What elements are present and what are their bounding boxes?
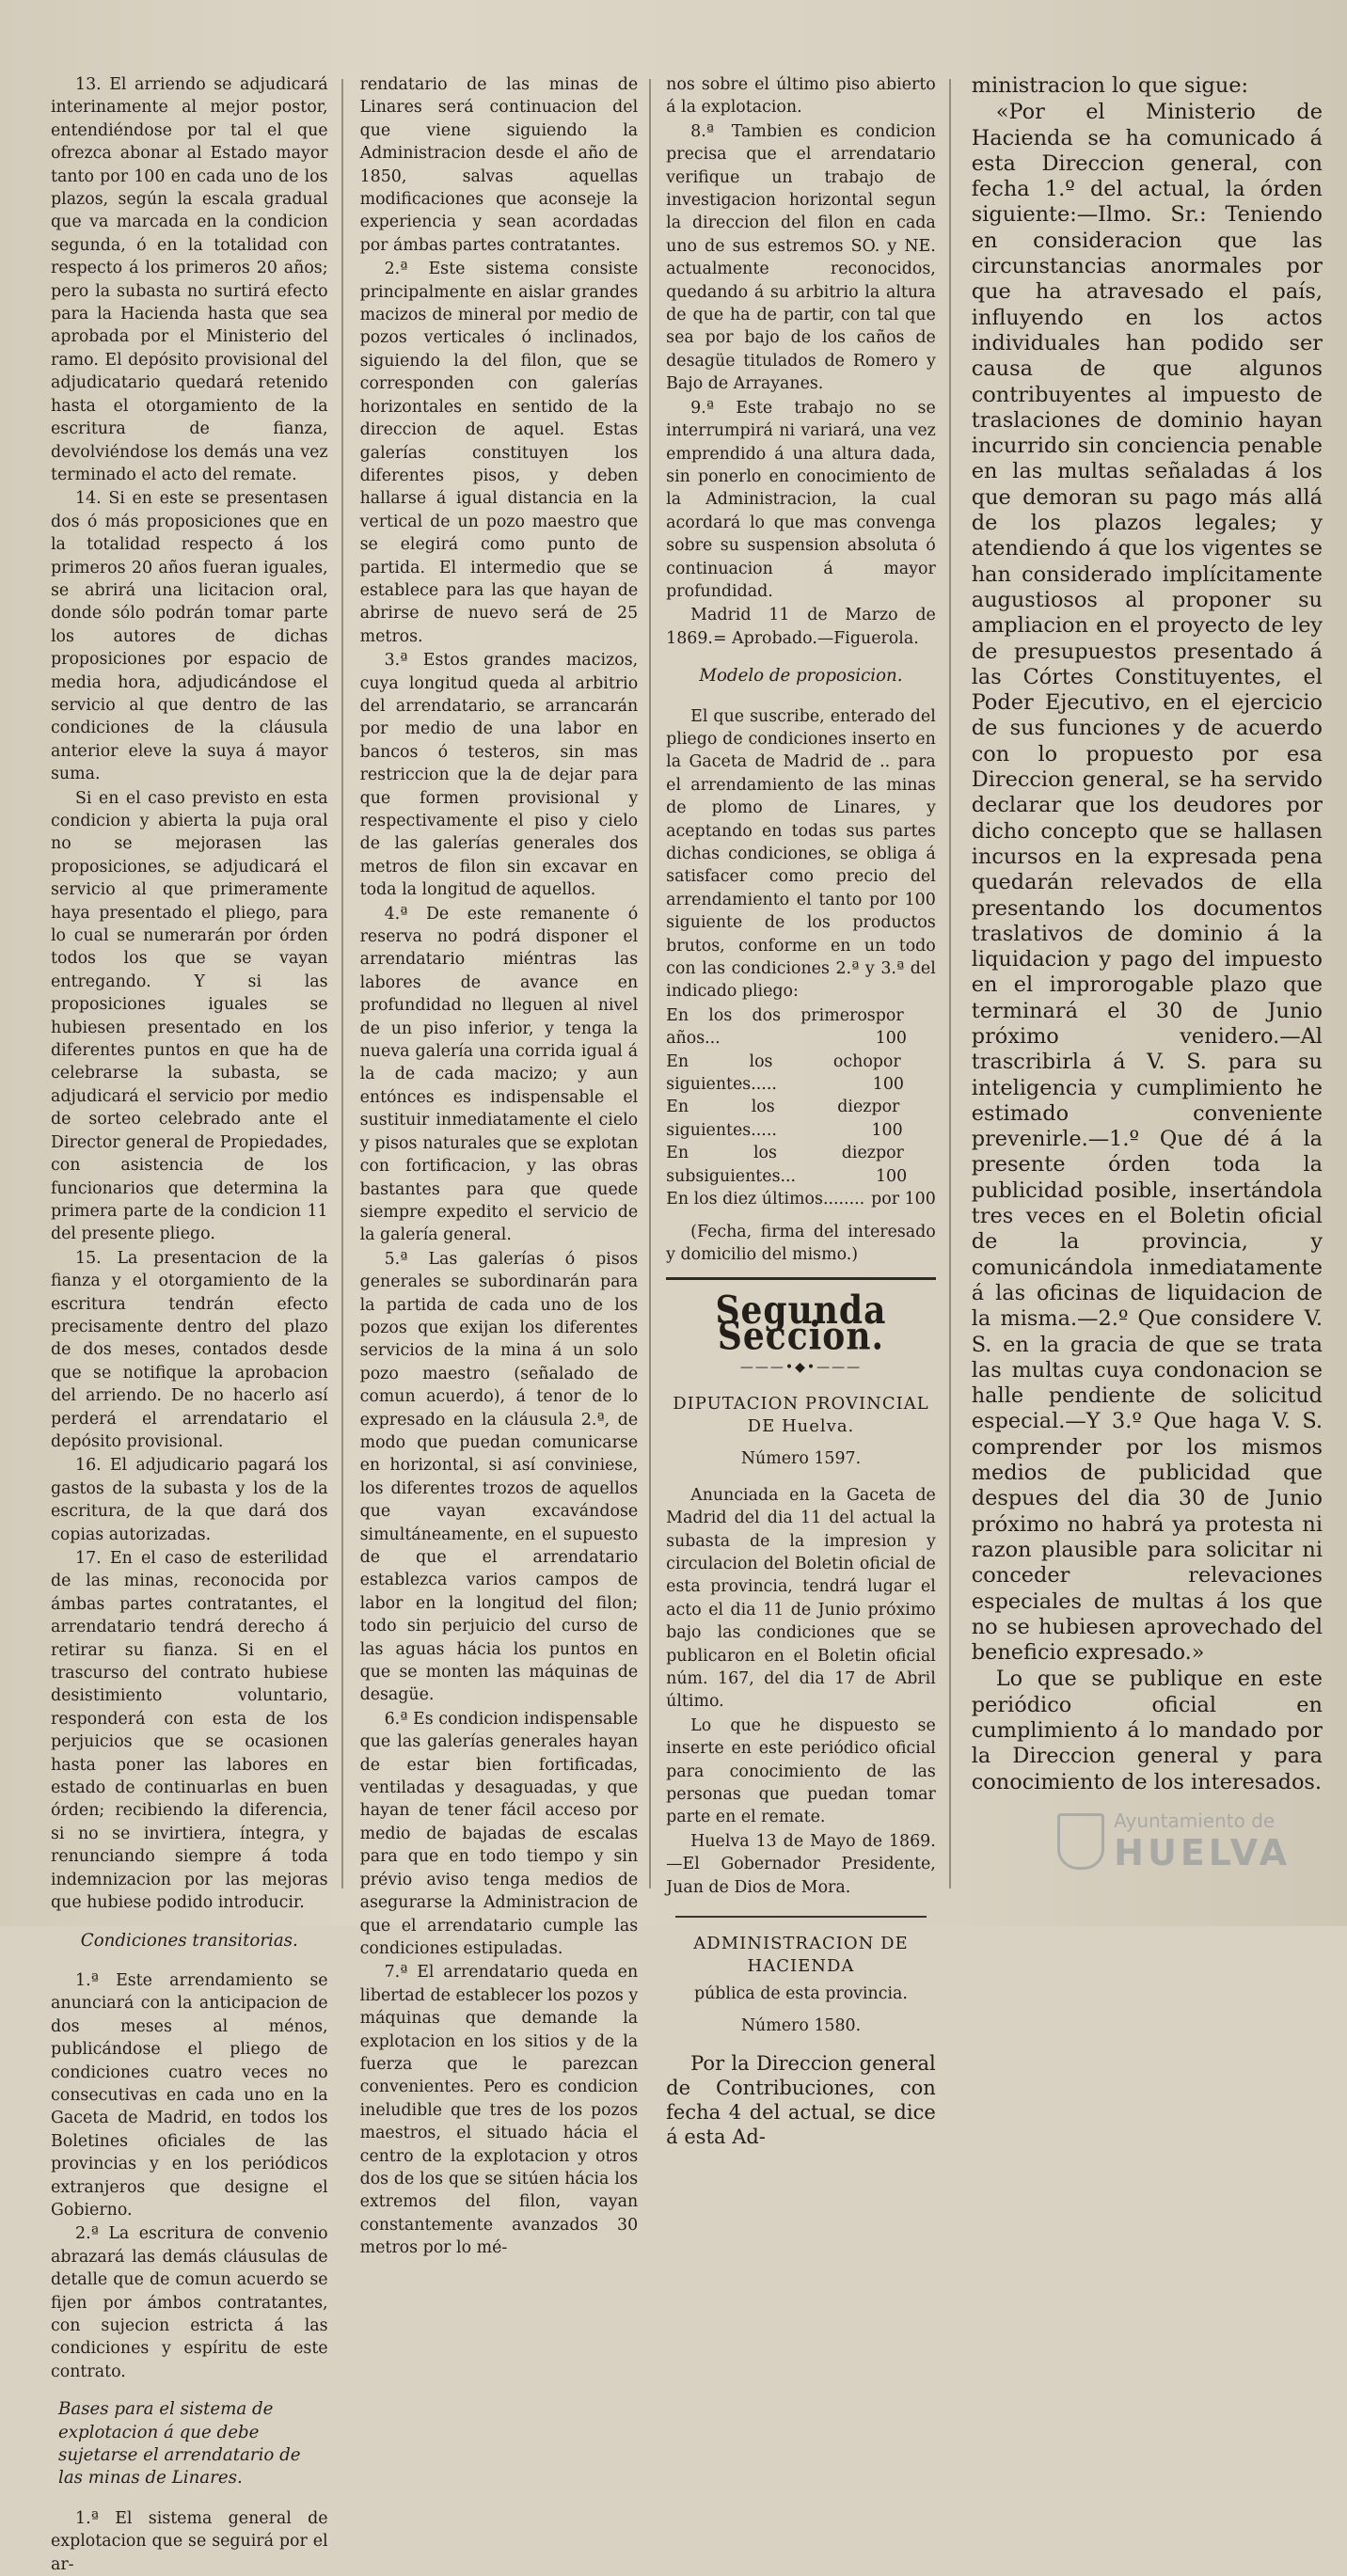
section-title: Segunda Seccion. — [715, 1288, 887, 1360]
watermark-line-2: HUELVA — [1114, 1832, 1291, 1873]
transitoria-1: 1.ª Este arrendamiento se anunciará con la anticipacion de dos meses al ménos, publicándose el pliego de condiciones cuatro veces no consecutivas en cada uno en la Gaceta de Madrid, en todos los Boletines oficiales de las provincias y en los periódicos extranjeros que designe el Gobierno. — [51, 1970, 328, 2220]
offer-row: En los diez siguientes..... por 100 — [666, 1098, 903, 1140]
condition-13: 13. El arriendo se adjudicará interinamente al mejor postor, entendiéndose por tal el que ofrezca abonar al Estado mayor tanto por 100 en cada uno de los plazos, según la escala gradual que va marcada en la condicion segunda, ó en la totalidad con respecto á los primeros 20 años; pero la subasta no surtirá efecto para la Hacienda hasta que sea aprobada por el Ministerio del ramo. El depósito provisional del adjudicatario quedará retenido hasta el otorgamiento de la escritura de fianza, devolviéndose los demás una vez terminado el acto del remate. — [51, 75, 328, 484]
base-5: 5.ª Las galerías ó pisos generales se subordinarán para la partida de cada uno de los pozos que exijan los diferentes servicios de la mina á un solo pozo maestro (señalado de comun acuerdo), á tenor de lo expresado en la cláusula 2.ª, de modo que puedan comunicarse en horizontal, si así conviniese, los diferentes trozos de aquellos que vayan excavándose simultáneamente, en el supuesto de que el arrendatario establezca varios campos de labor en la longitud del filon; todo sin perjuicio del curso de las aguas hácia los puntos en que se monten las máquinas de desagüe. — [359, 1249, 639, 1705]
section-rule — [666, 1277, 936, 1280]
watermark-logo — [1057, 1810, 1291, 1873]
base-7-cont: nos sobre el último piso abierto á la explotacion. — [666, 75, 936, 118]
base-6: 6.ª Es condicion indispensable que las galerías generales hayan de estar bien fortificadas, ventiladas y desaguadas, y que hayan de tener fácil acceso por medio de bajadas de escalas para que en todo tiempo y sin prévio aviso tenga medios de asegurarse la Administracion de que el arrendatario cumple las condiciones estipuladas. — [359, 1709, 639, 1958]
base-8: 8.ª Tambien es condicion precisa que el arrendatario verifique un trabajo de investigacion horizontal segun la direccion del filon en cada uno de sus estremos SO. y NE. actualmente reconocidos, quedando á su arbitrio la altura de que ha de partir, con tal que sea por bajo de los caños de desagüe titulados de Romero y Bajo de Arrayanes. — [666, 121, 936, 394]
condition-15: 15. La presentacion de la fianza y el otorgamiento de la escritura tendrán efecto precisamente dentro del plazo de dos meses, contados desde que se notifique la aprobacion del arriendo. De no hacerlo así perderá el arrendatario el depósito provisional. — [51, 1248, 328, 1451]
numero-1597: Número 1597. — [740, 1449, 862, 1469]
heading-modelo: Modelo de proposicion. — [699, 666, 903, 687]
condition-14-cont: Si en el caso previsto en esta condicion y abierta la puja oral no se mejorasen las proposiciones, se adjudicará el servicio al que primeramente haya presentado el pliego, para lo cual se numerarán por órden todos los que se vayan entregando. Y si las proposiciones iguales se hubiesen presentado en los diferentes puntos en que ha de celebrarse la subasta, se adjudicará el servicio por medio de sorteo celebrado ante el Director general de Propiedades, con asistencia de los funcionarios que determina la primera parte de la condicion 11 del presente pliego. — [51, 788, 328, 1244]
offer-row: En los ocho siguientes..... por 100 — [666, 1051, 904, 1095]
watermark-line-1: Ayuntamiento de — [1114, 1810, 1276, 1832]
heading-transitorias: Condiciones transitorias. — [80, 1930, 298, 1951]
column-3 — [651, 73, 949, 2148]
offer-row: En los dos primeros años... por 100 — [666, 1005, 907, 1049]
orden-text: «Por el Ministerio de Hacienda se ha comunicado á esta Direccion general, con fecha 1.º del actual, la órden siguiente:—Ilmo. Sr.: Teniendo en consideracion que las circunstancias anormales por que ha atravesado el país, influyendo en los actos individuales han podido ser causa de que algunos contribuyentes al impuesto de traslaciones de dominio hayan incurrido sin conciencia penable en las multas señaladas á los que demoran su pago más allá de los plazos legales; y atendiendo á que los vigentes se han considerado implícitamente augustiosos al proponer su ampliacion en el proyecto de ley de presupuestos presentado á las Córtes Constituyentes, el Poder Ejecutivo, en el ejercicio de sus funciones y de acuerdo con lo propuesto por esa Direccion general, se ha servido declarar que los deudores por dicho concepto que se hallasen incursos en la expresada pena quedarán relevados de ella presentando los documentos traslativos de dominio á la liquidacion y pago del impuesto en el improrogable plazo que terminará el 30 de Junio próximo venidero.—Al trascribirla á V. S. para su inteligencia y cumplimiento he estimado conveniente prevenirle.—1.º Que dé á la presente órden toda la publicidad posible, insertándola tres veces en el Boletin oficial de la provincia, y comunicándola inmediatamente á las oficinas de liquidacion de la misma.—2.º Que considere V. S. en la gracia de que se trata las multas cuya condonacion se halle pendiente de solicitud especial.—Y 3.º Que haga V. S. comprender por los mismos medios de publicidad que despues del dia 30 de Junio próximo no habrá ya protesta ni razon plausible para solicitar ni conceder relevaciones especiales de multas á los que no se hubiesen aprovechado del beneficio expresado.» — [971, 100, 1323, 1666]
column-2 — [343, 73, 650, 2258]
firma-gobernador: Huelva 13 de Mayo de 1869.—El Gobernador Presidente, Juan de Dios de Mora. — [666, 1831, 936, 1897]
base-9: 9.ª Este trabajo no se interrumpirá ni variará, una vez emprendido á una altura dada, sin ponerlo en conocimiento de la Administracion, la cual acordará lo que mas convenga sobre su suspension absoluta ó continuacion á mayor profundidad. — [666, 398, 936, 601]
base-1-cont: rendatario de las minas de Linares será continuacion del que viene siguiendo la Administracion desde el año de 1850, salvas aquellas modificaciones que aconseje la experiencia y sean acordadas por ámbas partes contratantes. — [359, 75, 639, 255]
transitoria-2: 2.ª La escritura de convenio abrazará las demás cláusulas de detalle que de comun acuerdo se fijen por ámbos contratantes, con sujecion estricta á las condiciones y espíritu de este contrato. — [51, 2224, 328, 2381]
administracion-subtitle: pública de esta provincia. — [693, 1983, 908, 2003]
section-rule — [675, 1916, 927, 1918]
coat-of-arms-icon — [1057, 1813, 1104, 1870]
column-4 — [951, 73, 1330, 1889]
base-1: 1.ª El sistema general de explotacion que se seguirá por el ar- — [51, 2508, 328, 2574]
offer-row: En los diez subsiguientes... por 100 — [666, 1144, 908, 1186]
administracion-title: ADMINISTRACION DE HACIENDA — [693, 1934, 909, 1977]
condition-16: 16. El adjudicario pagará los gastos de la subasta y los de la escritura, de la que dará dos copias autorizadas. — [51, 1456, 328, 1544]
fecha-firma: (Fecha, firma del interesado y domicilio del mismo.) — [666, 1222, 936, 1264]
diputacion-title: DIPUTACION PROVINCIAL DE Huelva. — [673, 1393, 929, 1436]
numero-1580: Número 1580. — [740, 2016, 862, 2036]
dispuesto-text: Lo que he dispuesto se inserte en este periódico oficial para conocimiento de las personas que puedan tomar parte en el remate. — [666, 1715, 936, 1827]
base-7: 7.ª El arrendatario queda en libertad de establecer los pozos y máquinas que demande la explotacion en los sitios y de la fuerza que le parezcan convenientes. Pero es condicion ineludible que tres de los pozos maestros, el situado hácia el centro de la explotacion y otros dos de los que se sitúen hácia los extremos del filon, vayan constantemente avanzados 30 metros por lo mé- — [359, 1963, 639, 2258]
modelo-text: El que suscribe, enterado del pliego de condiciones inserto en la Gaceta de Madrid de .. para el arrendamiento de las minas de plomo de Linares, y aceptando en todas sus partes dichas condiciones, se obliga á satisfacer como precio del arrendamiento el tanto por 100 siguiente de los productos brutos, conforme en un todo con las condiciones 2.ª y 3.ª del indicado pliego: — [666, 706, 936, 1002]
condition-17: 17. En el caso de esterilidad de las minas, reconocida por ámbas partes contratantes, el arrendatario tendrá derecho á retirar su fianza. Si en el trascurso del contrato hubiese desistimiento voluntario, responderá con esta de los perjuicios que se ocasionen hasta poner las labores en estado de continuarlas en buen órden; recibiendo la diferencia, si no se invirtiera, íntegra, y renunciando siempre á toda indemnizacion por las mejoras que hubiese podido introducir. — [51, 1549, 328, 1913]
administracion-cont: ministracion lo que sigue: — [971, 73, 1249, 98]
date-madrid: Madrid 11 de Marzo de 1869.= Aprobado.—Figuerola. — [666, 606, 936, 648]
columns — [51, 73, 1330, 2574]
heading-bases: Bases para el sistema de explotacion á que debe sujetarse el arrendatario de las minas de Linares. — [58, 2399, 301, 2489]
base-2: 2.ª Este sistema consiste principalmente en aislar grandes macizos de mineral por medio de pozos verticales ó inclinados, siguiendo la del filon, que se corresponden con galerías horizontales en sentido de la direccion de aquel. Estas galerías constituyen los diferentes pisos, y deben hallarse á igual distancia en la vertical de un pozo maestro que se elegirá como punto de partida. El intermedio que se establece para las que hayan de abrirse de nuevo será de 25 metros. — [359, 260, 639, 646]
anuncio-text: Anunciada en la Gaceta de Madrid del dia 11 del actual la subasta de la impresion y circulacion del Boletin oficial de esta provincia, tendrá lugar el acto el dia 11 de Junio próximo bajo las condiciones que se publicaron en el Boletin oficial núm. 167, del dia 17 de Abril último. — [666, 1485, 936, 1712]
final-text: Lo que se publique en este periódico oficial en cumplimiento á lo mandado por la Direccion general y para conocimiento de los interesados. — [971, 1667, 1323, 1794]
direccion-text: Por la Direccion general de Contribuciones, con fecha 4 del actual, se dice á esta Ad- — [666, 2051, 936, 2148]
base-3: 3.ª Estos grandes macizos, cuya longitud queda al arbitrio del arrendatario, se arrancarán por medio de una labor en bancos ó testeros, sin mas restriccion que la de dejar para que formen provisional y respectivamente el piso y cielo de las galerías generales dos metros de filon sin excavar en toda la longitud de aquellos. — [359, 651, 639, 900]
ornament-divider: ———•◆•——— — [739, 1360, 863, 1376]
condition-14: 14. Si en este se presentasen dos ó más proposiciones que en la totalidad respecto á los primeros 20 años fueran iguales, se abrirá una licitacion oral, donde sólo podrán tomar parte los autores de dichas proposiciones por espacio de media hora, adjudicándose el servicio al que dentro de las condiciones de la cláusula anterior eleve la suya á mayor suma. — [51, 489, 328, 784]
offer-row: En los diez últimos........ por 100 — [666, 1190, 936, 1209]
offers-list — [666, 1004, 936, 1211]
base-4: 4.ª De este remanente ó reserva no podrá disponer el arrendatario miéntras las labores de avance en profundidad no lleguen al nivel de un piso inferior, y tenga la nueva galería una corrida igual á la de cada macizo; y aun entónces es indispensable el sustituir inmediatamente el cielo y pisos naturales que se explotan con fortificacion, y las obras bastantes para que quede siempre expedito el servicio de la galería general. — [359, 904, 639, 1245]
column-1 — [51, 73, 341, 2574]
